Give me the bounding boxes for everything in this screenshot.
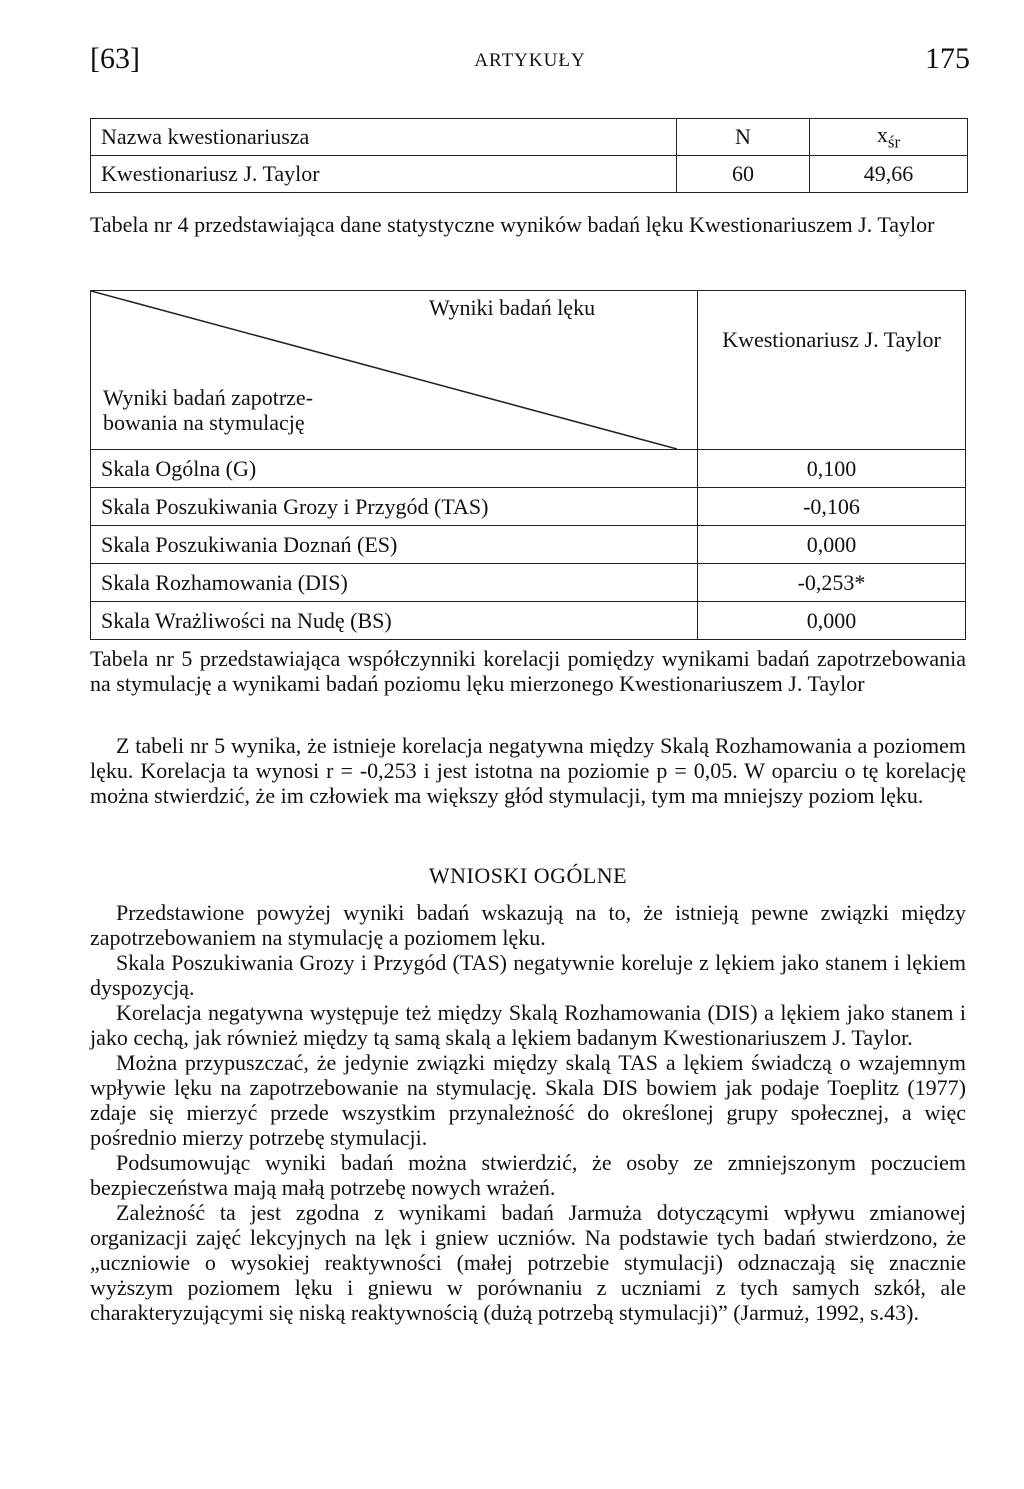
correlation-value: 0,000 (698, 526, 966, 564)
page-reference: [63] (90, 42, 140, 75)
paragraph: Zależność ta jest zgodna z wynikami badań Jarmuża dotyczącymi wpływu zmianowej organizacji zajęć lekcyjnych na lęk i gniew uczniów. Na podstawie tych badań stwierdzono, że „uczniowie o wysokiej reaktywności (małej potrzebie stymulacji) odznaczają się znacznie wyższym poziomem lęku i gniewu w porównaniu z uczniami z tych samych szkół, ale charakteryzującymi się niską reaktywnością (dużą potrzebą stymulacji)” (Jarmuż, 1992, s.43). (90, 1200, 966, 1325)
scale-label: Skala Poszukiwania Grozy i Przygód (TAS) (91, 488, 698, 526)
running-header (90, 42, 970, 82)
table-5-questionnaire-header (698, 291, 966, 450)
correlation-value: -0,253* (698, 564, 966, 602)
mean-subscript: śr (887, 132, 901, 152)
table-4-header-row (91, 119, 968, 156)
table-row (91, 526, 966, 564)
page-number: 175 (925, 42, 970, 75)
table-row (91, 450, 966, 488)
table-row (91, 602, 966, 640)
table-row (91, 488, 966, 526)
table-5-caption: Tabela nr 5 przedstawiająca współczynniki korelacji pomiędzy wynikami badań zapotrzebowania na stymulację a wynikami badań poziomu lęku mierzonego Kwestionariuszem J. Taylor (90, 646, 966, 696)
table-4-caption: Tabela nr 4 przedstawiająca dane statystyczne wyników badań lęku Kwestionariuszem J. Taylor (90, 212, 935, 237)
table-row (91, 564, 966, 602)
section-label: ARTYKUŁY (474, 50, 586, 71)
row-heading-line-1: Wyniki badań zapotrze- (103, 385, 314, 410)
scale-label: Skala Ogólna (G) (91, 450, 698, 488)
paragraph: Podsumowując wyniki badań można stwierdzić, że osoby ze zmniejszonym poczuciem bezpieczeństwa mają małą potrzebę nowych wrażeń. (90, 1150, 966, 1200)
table-5-column-heading: Wyniki badań lęku (429, 295, 596, 320)
results-paragraph (90, 733, 966, 808)
table-5-row-heading (103, 385, 313, 435)
scale-label: Skala Rozhamowania (DIS) (91, 564, 698, 602)
section-heading: WNIOSKI OGÓLNE (428, 863, 628, 888)
paragraph: Z tabeli nr 5 wynika, że istnieje korelacja negatywna między Skalą Rozhamowania a poziomem lęku. Korelacja ta wynosi r = -0,253 i jest istotna na poziomie p = 0,05. W oparciu o tę korelację można stwierdzić, że im człowiek ma większy głód stymulacji, tym ma mniejszy poziom lęku. (90, 733, 966, 808)
conclusions-text (90, 900, 966, 1325)
questionnaire-name: Kwestionariusz J. Taylor (722, 327, 941, 352)
correlation-value: 0,000 (698, 602, 966, 640)
correlation-value: -0,106 (698, 488, 966, 526)
row-heading-line-2: bowania na stymulację (103, 410, 305, 435)
table-4-n-value: 60 (677, 156, 810, 193)
table-5 (90, 290, 966, 640)
table-4-header-n: N (677, 119, 810, 156)
table-4-header-mean (810, 119, 968, 156)
paragraph: Można przypuszczać, że jedynie związki między skalą TAS a lękiem świadczą o wzajemnym wpływie lęku na zapotrzebowanie na stymulację. Skala DIS bowiem jak podaje Toeplitz (1977) zdaje się mierzyć przede wszystkim przynależność do określonej grupy społecznej, a więc pośrednio mierzy potrzebę stymulacji. (90, 1050, 966, 1150)
table-5-header-row (91, 291, 966, 450)
table-4-questionnaire-name: Kwestionariusz J. Taylor (91, 156, 677, 193)
correlation-value: 0,100 (698, 450, 966, 488)
table-4-data-row (91, 156, 968, 193)
table-4-header-name: Nazwa kwestionariusza (91, 119, 677, 156)
table-4-mean-value: 49,66 (810, 156, 968, 193)
scale-label: Skala Wrażliwości na Nudę (BS) (91, 602, 698, 640)
table-5-diagonal-header (91, 291, 698, 450)
paragraph: Przedstawione powyżej wyniki badań wskazują na to, że istnieją pewne związki między zapotrzebowaniem na stymulację a poziomem lęku. (90, 900, 966, 950)
scale-label: Skala Poszukiwania Doznań (ES) (91, 526, 698, 564)
paragraph: Skala Poszukiwania Grozy i Przygód (TAS) negatywnie koreluje z lękiem jako stanem i lękiem dyspozycją. (90, 950, 966, 1000)
paragraph: Korelacja negatywna występuje też między Skalą Rozhamowania (DIS) a lękiem jako stanem i jako cechą, jak również między tą samą skalą a lękiem badanym Kwestionariuszem J. Taylor. (90, 1000, 966, 1050)
table-4 (90, 118, 968, 193)
mean-symbol: x (876, 121, 888, 147)
